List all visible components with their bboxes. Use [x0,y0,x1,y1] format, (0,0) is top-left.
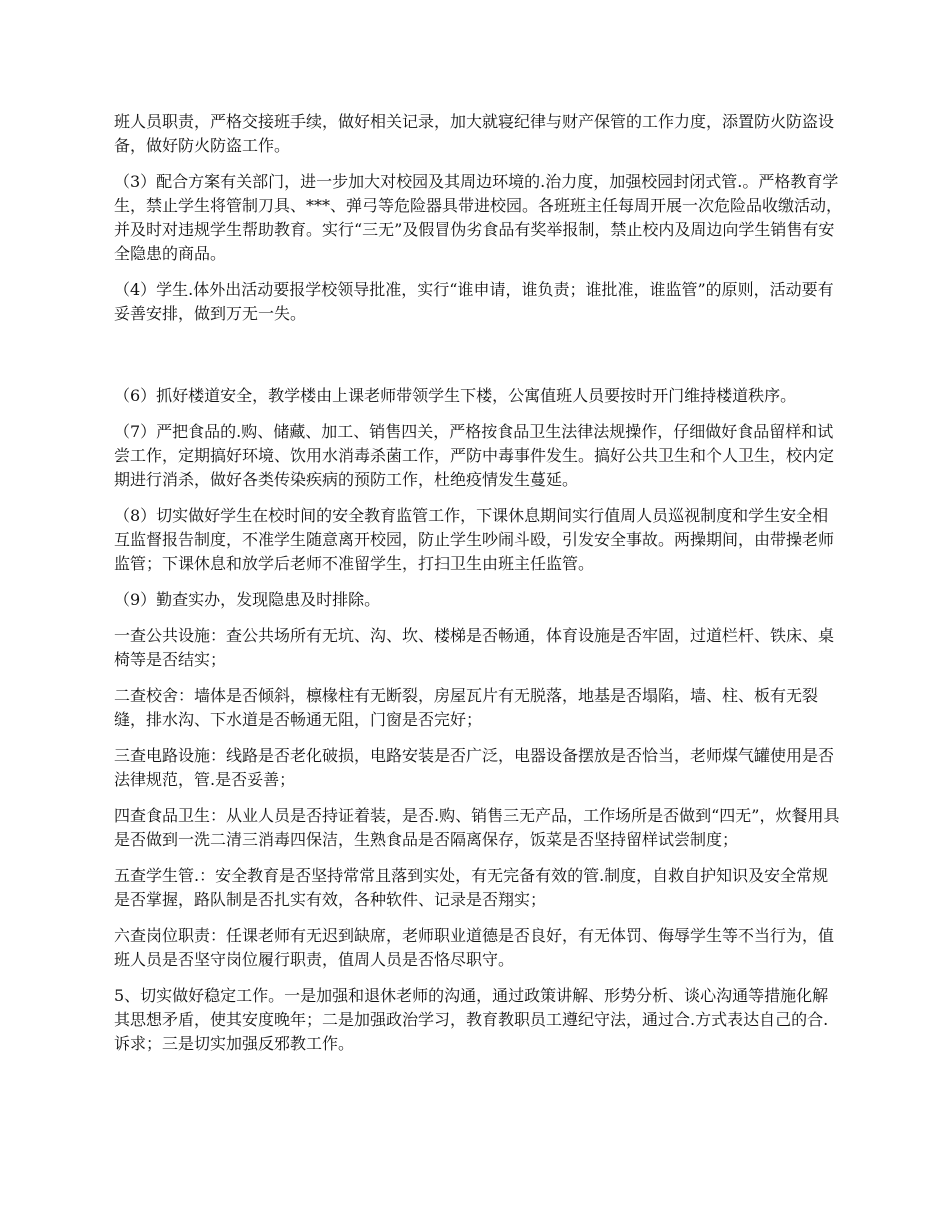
paragraph-item-3: （3）配合方案有关部门，进一步加大对校园及其周边环境的.治力度，加强校园封闭式管.。严格教育学生，禁止学生将管制刀具、***、弹弓等危险器具带进校园。各班班主任每周开展一次危险品收缴活动，并及时对违规学生帮助教育。实行“三无”及假冒伪劣食品有奖举报制，禁止校内及周边向学生销售有安全隐患的商品。 [114,172,843,263]
paragraph-item-8: （8）切实做好学生在校时间的安全教育监管工作，下课休息期间实行值周人员巡视制度和学生安全相互监督报告制度，不准学生随意离开校园，防止学生吵闹斗殴，引发安全事故。两操期间，由带操老师监管；下课休息和放学后老师不准留学生，打扫卫生由班主任监管。 [114,506,835,573]
paragraph-duty-handover: 班人员职责，严格交接班手续，做好相关记录，加大就寝纪律与财产保管的工作力度，添置防火防盗设备，做好防火防盗工作。 [114,112,835,155]
paragraph-item-6: （6）抓好楼道安全，教学楼由上课老师带领学生下楼，公寓值班人员要按时开门维持楼道秩序。 [114,386,797,405]
blank-gap [114,338,842,384]
paragraph-check-student-management: 五查学生管.：安全教育是否坚持常常且落到实处，有无完备有效的管.制度，自救自护知识及安全常规是否掌握，路队制是否扎实有效，各种软件、记录是否翔实； [114,866,829,909]
paragraph-item-7: （7）严把食品的.购、储藏、加工、销售四关，严格按食品卫生法律法规操作，仔细做好食品留样和试尝工作，定期搞好环境、饮用水消毒杀菌工作，严防中毒事件发生。搞好公共卫生和个人卫生，校内定期进行消杀，做好各类传染疾病的预防工作，杜绝疫情发生蔓延。 [114,422,835,489]
paragraph-item-9: （9）勤查实办，发现隐患及时排除。 [114,590,381,609]
paragraph-stability-work: 5、切实做好稳定工作。一是加强和退休老师的沟通，通过政策讲解、形势分析、谈心沟通等措施化解其思想矛盾，使其安度晚年；二是加强政治学习，教育教职员工遵纪守法，通过合.方式表达自己的合.诉求；三是切实加强反邪教工作。 [114,986,829,1053]
paragraph-check-post-duties: 六查岗位职责：任课老师有无迟到缺席，老师职业道德是否良好，有无体罚、侮辱学生等不当行为，值班人员是否坚守岗位履行职责，值周人员是否恪尽职守。 [114,926,835,969]
paragraph-check-public-facilities: 一查公共设施：查公共场所有无坑、沟、坎、楼梯是否畅通，体育设施是否牢固，过道栏杆、铁床、桌椅等是否结实； [114,626,835,669]
paragraph-check-electrical: 三查电路设施：线路是否老化破损，电路安装是否广泛，电器设备摆放是否恰当，老师煤气罐使用是否法律规范，管.是否妥善； [114,746,835,789]
paragraph-check-school-buildings: 二查校舍：墙体是否倾斜，檩椽柱有无断裂，房屋瓦片有无脱落，地基是否塌陷，墙、柱、板有无裂缝，排水沟、下水道是否畅通无阻，门窗是否完好； [114,686,819,729]
document-body [114,110,842,1068]
paragraph-check-food-hygiene: 四查食品卫生：从业人员是否持证着装，是否.购、销售三无产品，工作场所是否做到“四无”，炊餐用具是否做到一洗二清三消毒四保洁，生熟食品是否隔离保存，饭菜是否坚持留样试尝制度； [114,806,840,849]
paragraph-item-4: （4）学生.体外出活动要报学校领导批准，实行“谁申请，谁负责；谁批准，谁监管”的原则，活动要有妥善安排，做到万无一失。 [114,280,834,323]
